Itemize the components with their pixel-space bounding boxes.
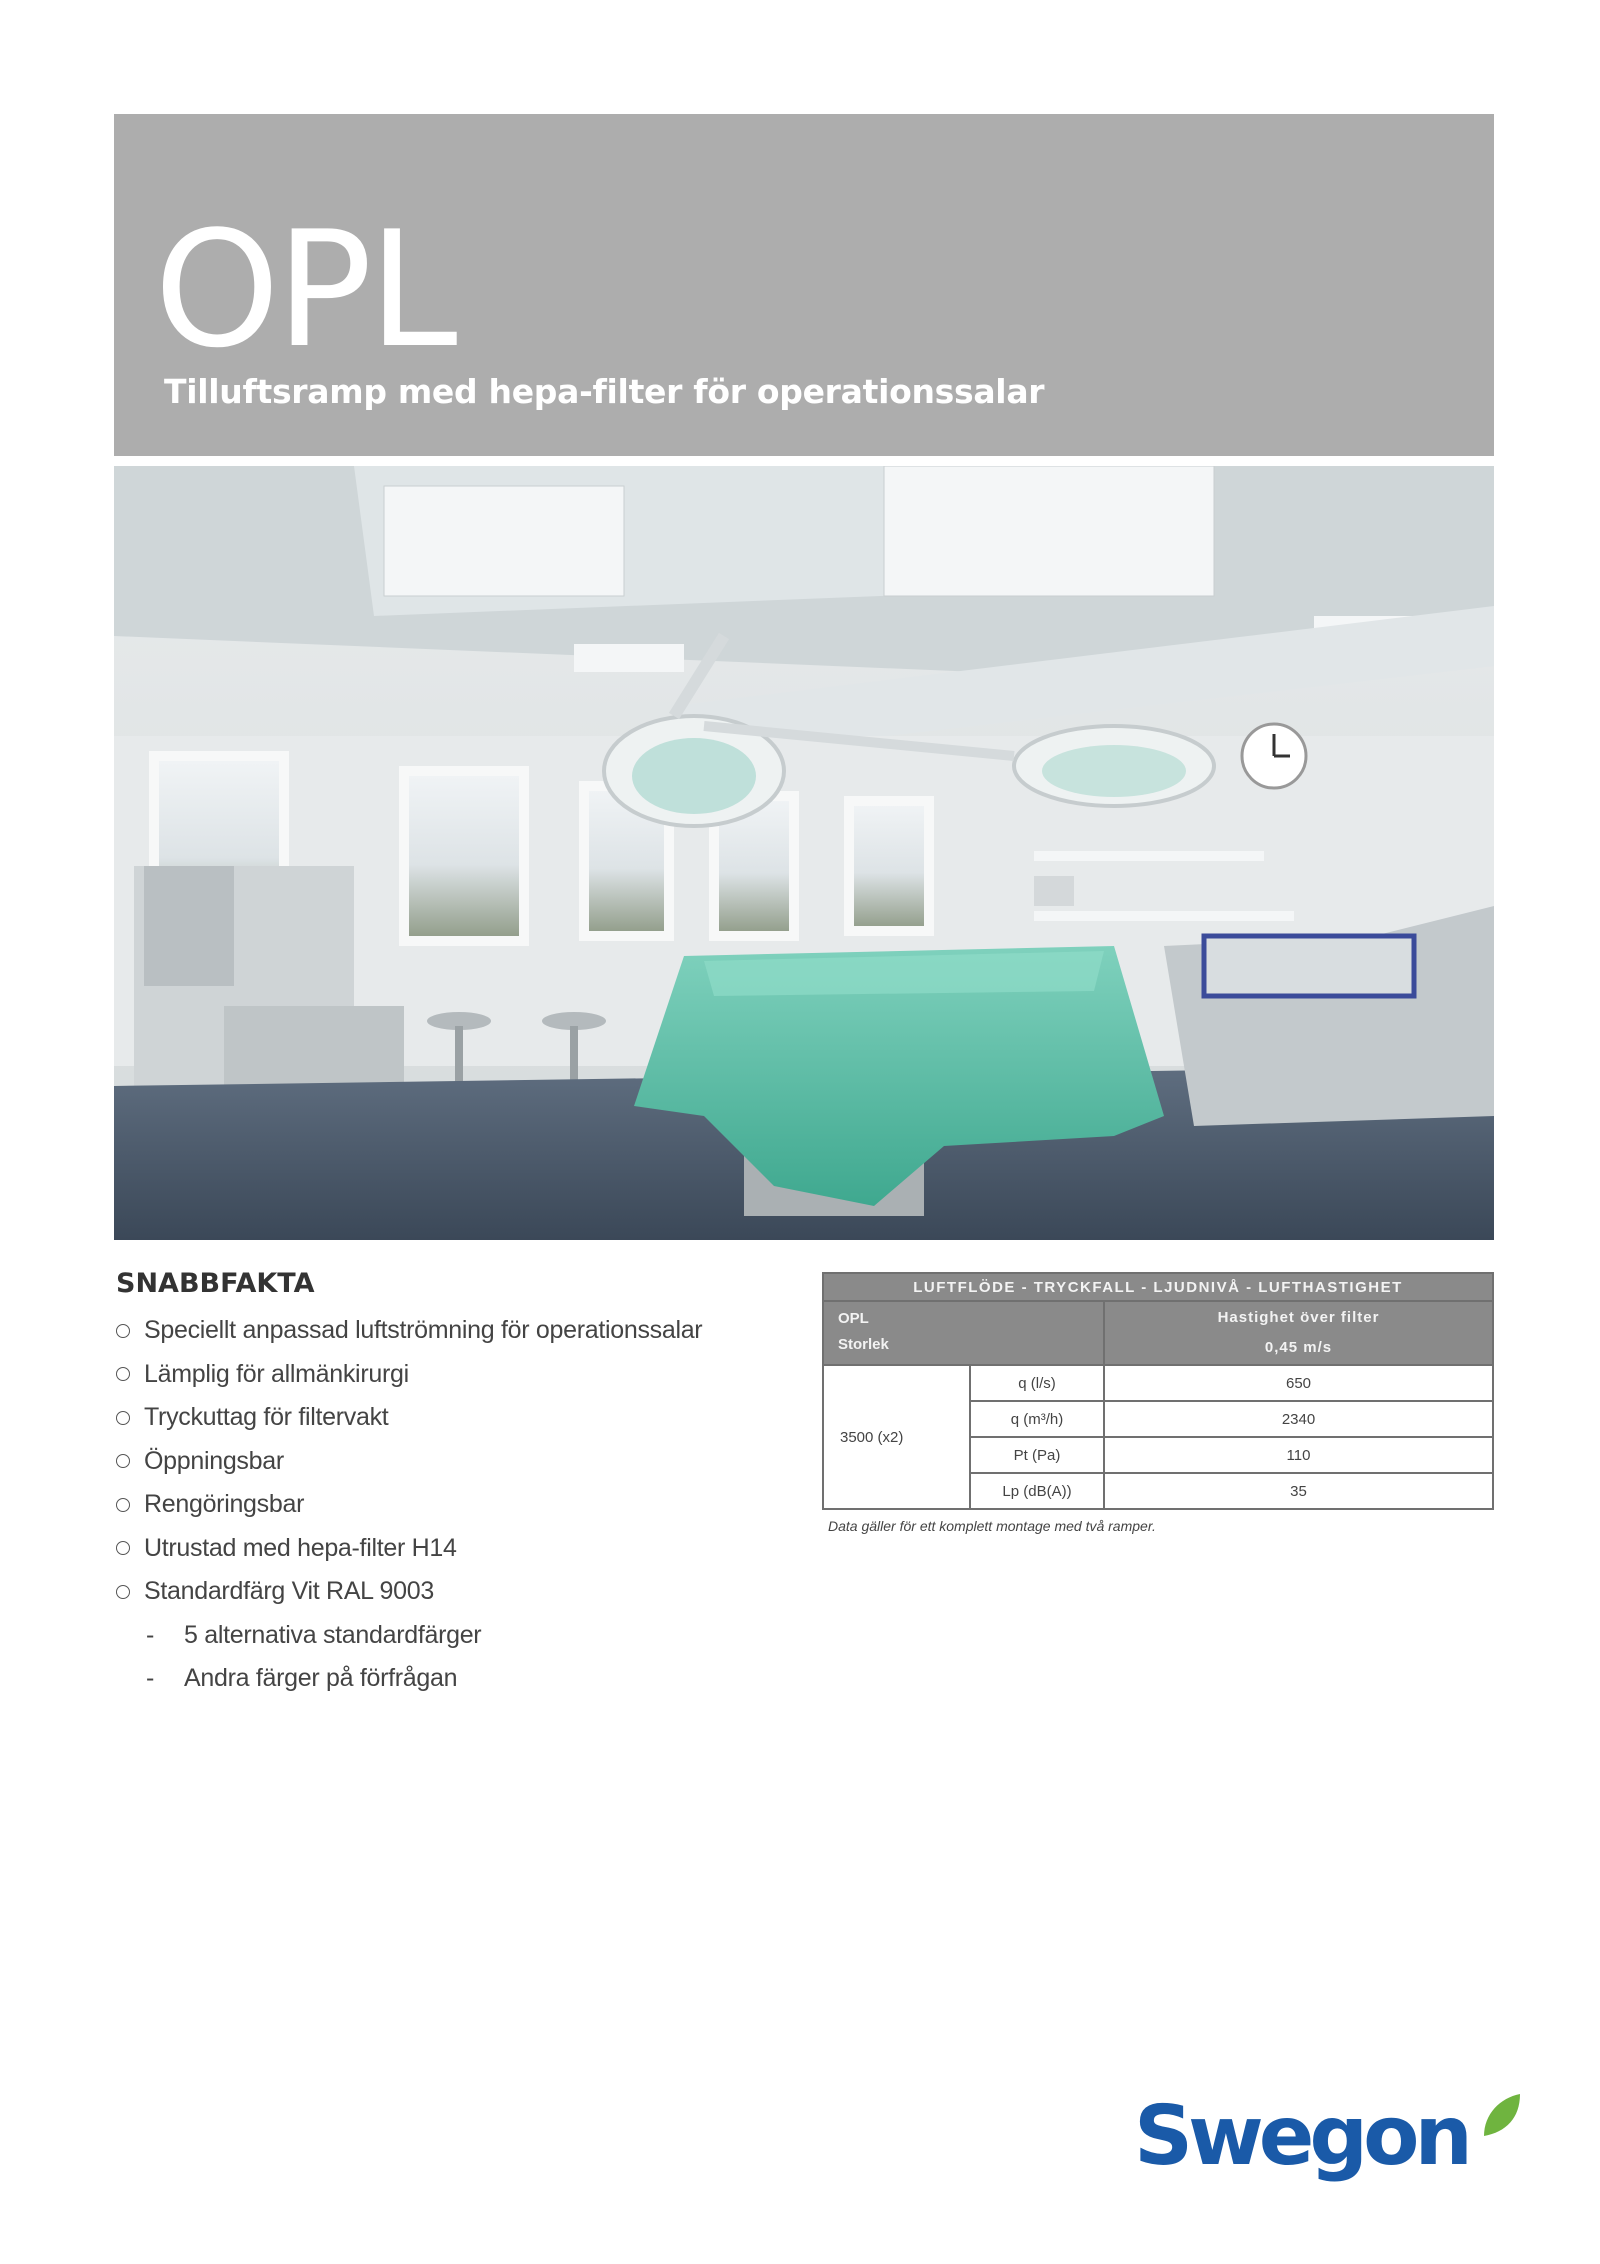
- column-header-size: [823, 1301, 1104, 1365]
- list-item: [116, 1483, 796, 1527]
- column-header-velocity: [1104, 1301, 1493, 1365]
- circle-bullet-icon: [116, 1324, 130, 1338]
- page-title: OPL: [154, 196, 454, 383]
- dash-bullet: -: [146, 1664, 155, 1693]
- value-cell: 35: [1104, 1473, 1493, 1509]
- page-subtitle: Tilluftsramp med hepa-filter för operationssalar: [164, 372, 1045, 411]
- header-velocity-value: 0,45 m/s: [1264, 1339, 1333, 1356]
- table-header-row: [823, 1301, 1493, 1365]
- subfact-text: Andra färger på förfrågan: [184, 1664, 458, 1693]
- circle-bullet-icon: [116, 1367, 130, 1381]
- list-item: [116, 1396, 796, 1440]
- value-cell: 110: [1104, 1437, 1493, 1473]
- param-cell: Lp (dB(A)): [970, 1473, 1104, 1509]
- leaf-icon: [1484, 2094, 1520, 2136]
- fact-text: Rengöringsbar: [144, 1490, 305, 1519]
- list-item: [116, 1353, 796, 1397]
- circle-bullet-icon: [116, 1541, 130, 1555]
- operating-room-photo: [114, 466, 1494, 1240]
- logo-wordmark: Swegon: [1134, 2089, 1468, 2182]
- fact-text: Speciellt anpassad luftströmning för operationssalar: [144, 1316, 703, 1345]
- list-item: [116, 1570, 796, 1614]
- list-item: [116, 1440, 796, 1484]
- sub-list-item: [116, 1614, 796, 1658]
- list-item: [116, 1527, 796, 1571]
- param-cell: Pt (Pa): [970, 1437, 1104, 1473]
- fact-text: Standardfärg Vit RAL 9003: [144, 1577, 434, 1606]
- circle-bullet-icon: [116, 1411, 130, 1425]
- quick-facts: [116, 1268, 796, 1701]
- sub-list-item: [116, 1657, 796, 1701]
- circle-bullet-icon: [116, 1585, 130, 1599]
- param-cell: q (l/s): [970, 1365, 1104, 1401]
- fact-text: Öppningsbar: [144, 1446, 284, 1475]
- header-size: Storlek: [838, 1336, 889, 1353]
- data-table: [822, 1272, 1494, 1510]
- circle-bullet-icon: [116, 1498, 130, 1512]
- fact-text: Tryckuttag för filtervakt: [144, 1403, 389, 1432]
- fact-text: Lämplig för allmänkirurgi: [144, 1359, 409, 1388]
- fact-text: Utrustad med hepa-filter H14: [144, 1533, 457, 1562]
- table-title: LUFTFLÖDE - TRYCKFALL - LJUDNIVÅ - LUFTHASTIGHET: [823, 1273, 1493, 1301]
- circle-bullet-icon: [116, 1454, 130, 1468]
- param-cell: q (m³/h): [970, 1401, 1104, 1437]
- swegon-logo: [1132, 2086, 1522, 2182]
- table-row: [823, 1365, 1493, 1401]
- value-cell: 650: [1104, 1365, 1493, 1401]
- photo-illustration: [114, 466, 1494, 1240]
- header-velocity-label: Hastighet över filter: [1217, 1309, 1380, 1326]
- facts-heading: SNABBFAKTA: [116, 1268, 315, 1299]
- table-note: Data gäller för ett komplett montage med två ramper.: [828, 1518, 1156, 1534]
- subfact-text: 5 alternativa standardfärger: [184, 1620, 482, 1649]
- size-cell: 3500 (x2): [823, 1365, 970, 1509]
- header-banner: [114, 114, 1494, 456]
- performance-table: [822, 1272, 1494, 1534]
- list-item: [116, 1309, 796, 1353]
- header-opl: OPL: [838, 1310, 869, 1327]
- value-cell: 2340: [1104, 1401, 1493, 1437]
- dash-bullet: -: [146, 1620, 155, 1649]
